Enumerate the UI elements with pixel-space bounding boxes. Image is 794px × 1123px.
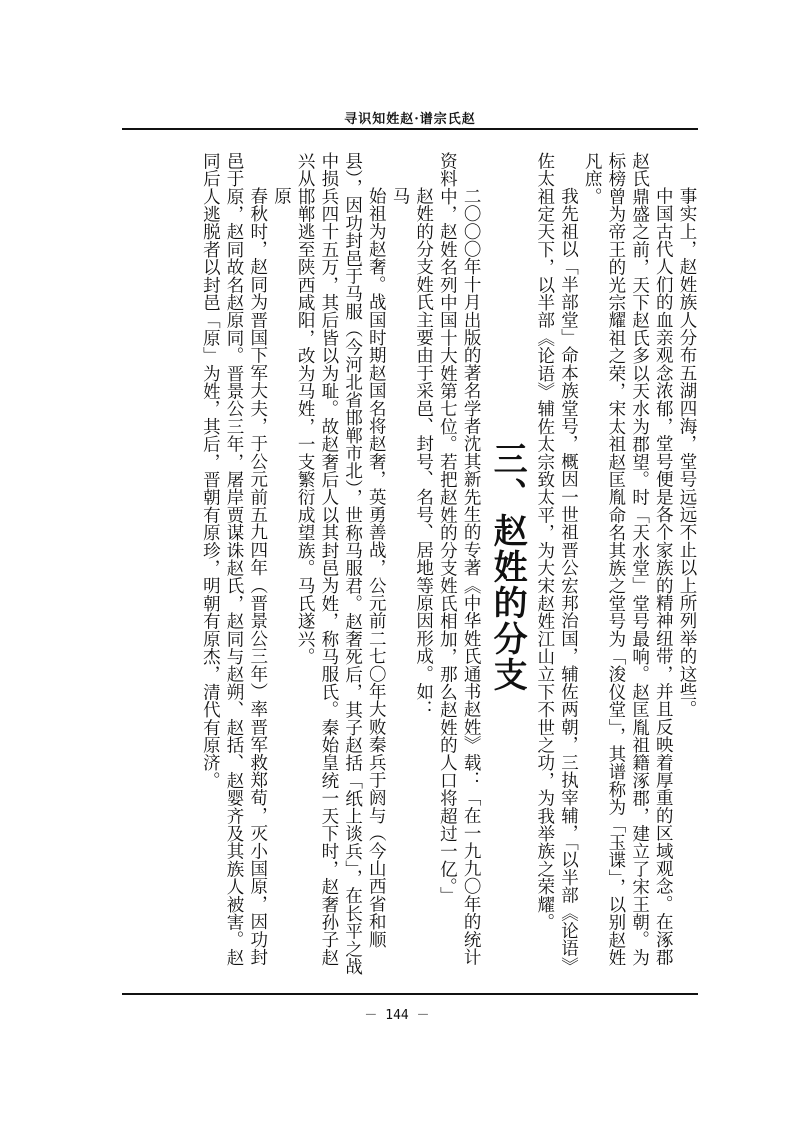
paragraph-6: 始祖为赵奢。战国时期赵国名将赵奢，英勇善战，公元前二七〇年大败秦兵于阏与（今山西省和顺县），因功封邑于马服（今河北省邯郸市北），世称马服君。赵奢死后，其子赵括「纸上谈兵」，在长平之战中损兵四十五万，其后皆以为耻。故赵奢后人以其封邑为姓，称马服氏。秦始皇统一天下时，赵奢孙子赵兴从邯郸逃至陕西咸阳，改为马姓，一支繁衍成望族。马氏遂兴。 [295, 152, 387, 976]
header-title: 寻识知姓赵·谱宗氏赵 [344, 112, 476, 127]
page-number: － 144 － [364, 1008, 430, 1023]
body-text [198, 152, 698, 982]
section-heading: 三、赵姓的分支 [487, 441, 528, 693]
header-rule [122, 128, 698, 130]
footer-rule [122, 993, 698, 995]
subheading-ma: 马 [389, 187, 410, 205]
paragraph-3: 我先祖以「半部堂」命本族堂号，概因一世祖晋公宏邦治国，辅佐两朝，三执宰辅，「以半部《论语》佐太祖定天下，以半部《论语》辅佐太宗致太平，为大宋赵姓江山立下不世之功，为我举族之荣耀。 [534, 152, 579, 975]
paragraph-5: 赵姓的分支姓氏主要由于采邑、封号、名号、居地等原因形成。如： [413, 187, 434, 718]
subheading-yuan: 原 [271, 187, 292, 205]
running-header [122, 108, 698, 130]
paragraph-7: 春秋时，赵同为晋国下军大夫，于公元前五九四年（晋景公三年）率晋军救郑荀，灭小国原，因功封邑于原，赵同故名赵原同。晋景公三年，屠岸贾谋诛赵氏，赵同与赵朔、赵括、赵婴齐及其族人被害。赵同后人逃脱者以封邑「原」为姓，其后，晋朝有原珍，明朝有原杰，清代有原济。 [200, 152, 268, 967]
paragraph-4: 二〇〇〇年十月出版的著名学者沈其新先生的专著《中华姓氏通书赵姓》载：「在一九九〇年的统计资料中，赵姓名列中国十大姓第七位。若把赵姓的分支姓氏相加，那么赵姓的人口将超过一亿。」 [437, 152, 482, 966]
paragraph-2: 中国古代人们的血亲观念浓郁，堂号便是各个家族的精神纽带，并且反映着厚重的区域观念。在涿郡赵氏鼎盛之前，天下赵氏多以天水为郡望。时「天水堂」堂号最响。赵匡胤祖籍涿郡，建立了宋王朝。为标榜曾为帝王的光宗耀祖之荣，宋太祖赵匡胤命名其族之堂号为「浚仪堂」，其谱称为「玉谍」，以别赵姓凡庶。 [582, 152, 674, 967]
paragraph-1: 事实上，赵姓族人分布五湖四海，堂号远远不止以上所列举的这些。 [677, 187, 697, 718]
